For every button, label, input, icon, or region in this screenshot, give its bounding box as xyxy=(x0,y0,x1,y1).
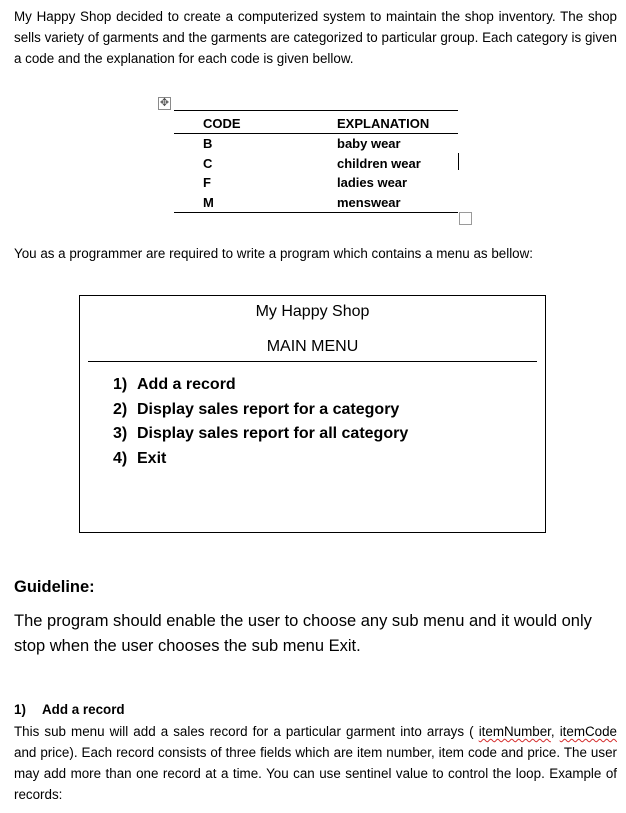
spellcheck-term-itemnumber: itemNumber xyxy=(478,724,551,739)
cell-code: B xyxy=(203,136,213,152)
table-resize-handle-icon[interactable] xyxy=(459,212,472,225)
menu-option-label: Add a record xyxy=(137,376,236,393)
add-record-paragraph xyxy=(14,721,617,805)
table-row xyxy=(174,193,458,213)
menu-option-label: Display sales report for all category xyxy=(137,425,409,443)
table-row xyxy=(174,173,458,193)
menu-option-label: Exit xyxy=(137,450,167,468)
add-record-heading xyxy=(14,701,125,719)
menu-option-all-report xyxy=(113,424,408,449)
menu-option-number: 4) xyxy=(113,450,128,468)
cell-code: C xyxy=(203,155,213,171)
guideline-paragraph: The program should enable the user to choose any sub menu and it would only stop when the user chooses the sub menu Exit. xyxy=(14,612,592,655)
guideline-heading: Guideline: xyxy=(14,578,95,596)
text-cursor xyxy=(458,153,459,170)
menu-option-number: 3) xyxy=(113,425,128,443)
menu-option-label: Display sales report for a category xyxy=(137,400,400,418)
menu-divider xyxy=(88,361,537,362)
body-text-part1: This sub menu will add a sales record for a particular garment into arrays ( xyxy=(14,724,479,739)
cell-explanation: baby wear xyxy=(337,136,401,152)
menu-option-category-report xyxy=(113,400,408,425)
header-code: CODE xyxy=(203,115,241,131)
spellcheck-term-itemcode: itemCode xyxy=(559,724,617,739)
cell-explanation: children wear xyxy=(337,155,421,171)
cell-code: M xyxy=(203,194,214,210)
menu-subtitle: MAIN MENU xyxy=(266,338,359,355)
menu-option-add-record xyxy=(113,375,408,400)
table-row xyxy=(174,154,458,174)
main-menu-box xyxy=(79,295,546,533)
header-explanation: EXPLANATION xyxy=(337,115,430,131)
intro-paragraph: My Happy Shop decided to create a computerized system to maintain the shop inventory. The shop sells variety of garments and the garments are categorized to particular group. Each category is given a code and the explanation for each code is given bellow. xyxy=(14,9,617,66)
body-text-part2: , xyxy=(550,724,560,739)
menu-option-exit xyxy=(113,449,408,474)
table-row xyxy=(174,134,458,154)
menu-option-number: 1) xyxy=(113,376,128,393)
cell-explanation: menswear xyxy=(337,194,401,210)
category-code-table xyxy=(174,110,458,213)
menu-option-number: 2) xyxy=(113,400,128,418)
menu-title: My Happy Shop xyxy=(255,303,370,320)
requirement-paragraph: You as a programmer are required to write a program which contains a menu as bellow: xyxy=(14,246,534,261)
table-header-row xyxy=(174,111,458,134)
body-text-part3: and price). Each record consists of three fields which are item number, item code and price. The user may add more than one record at a time. You can use sentinel value to control the loop. Example of records: xyxy=(14,745,617,802)
section-number: 1) xyxy=(14,702,26,717)
section-title: Add a record xyxy=(42,702,125,717)
cell-explanation: ladies wear xyxy=(337,175,408,191)
menu-options-list xyxy=(113,375,408,474)
cell-code: F xyxy=(203,175,211,191)
table-move-handle-icon[interactable]: ✥ xyxy=(159,97,170,109)
